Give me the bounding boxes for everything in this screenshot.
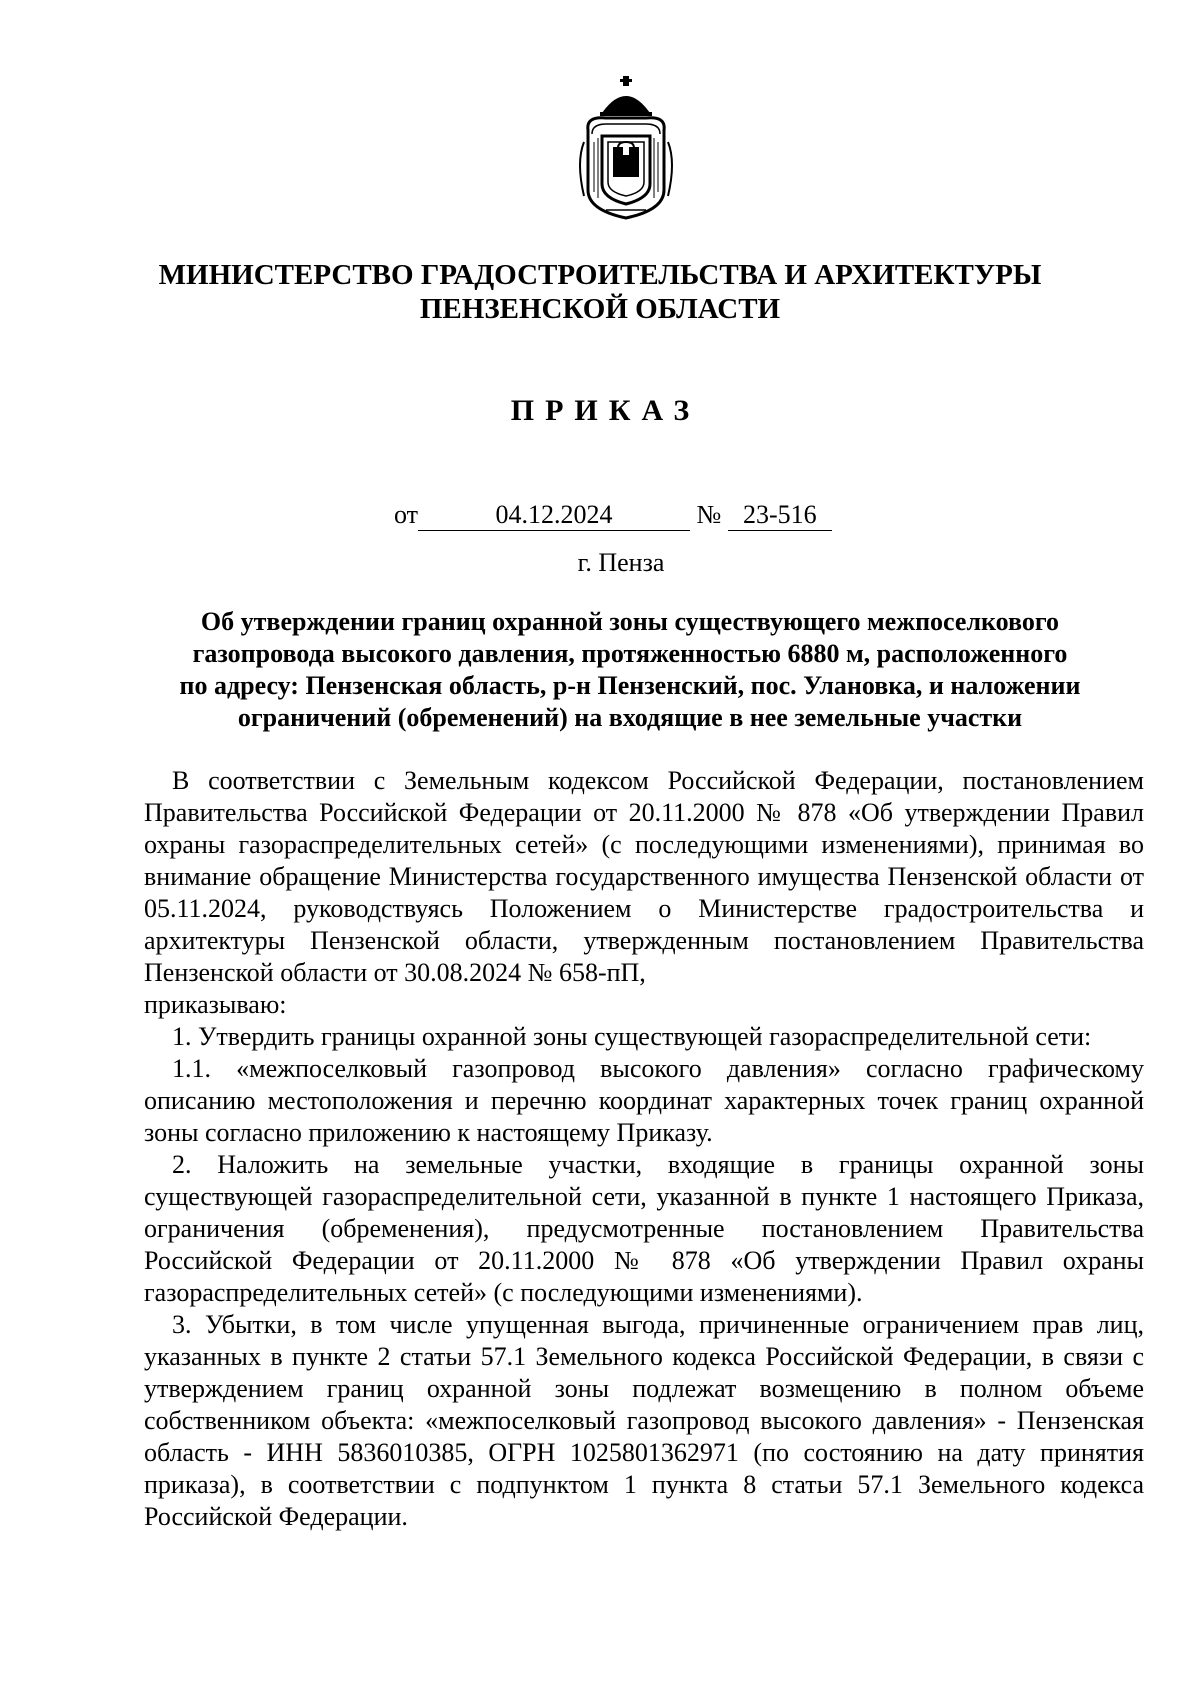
item-2: 2. Наложить на земельные участки, входящие в границы охранной зоны существующей газораспределительной сети, указанной в пункте 1 настоящего Приказа, ограничения (обременения), предусмотренные постановлением Правительства Российской Федерации от 20.11.2000 № 878 «Об утверждении Правил охраны газораспределительных сетей» (с последующими изменениями).: [144, 1150, 1144, 1307]
document-body: [144, 765, 1144, 1533]
subject-line3: по адресу: Пензенская область, р-н Пензенский, пос. Улановка, и наложении: [179, 671, 1081, 700]
document-number: 23-516: [728, 500, 832, 531]
order-word: приказываю:: [144, 990, 287, 1019]
date-prefix: от: [394, 500, 419, 529]
item-3: 3. Убытки, в том числе упущенная выгода, причиненные ограничением прав лиц, указанных в пункте 2 статьи 57.1 Земельного кодекса Российской Федерации, в связи с утверждением границ охранной зоны подлежат возмещению в полном объеме собственником объекта: «межпоселковый газопровод высокого давления» - Пензенская область - ИНН 5836010385, ОГРН 1025801362971 (по состоянию на дату принятия приказа), в соответствии с подпунктом 1 пункта 8 статьи 57.1 Земельного кодекса Российской Федерации.: [144, 1310, 1144, 1531]
preamble-paragraph: В соответствии с Земельным кодексом Российской Федерации, постановлением Правительства Российской Федерации от 20.11.2000 № 878 «Об утверждении Правил охраны газораспределительных сетей» (с последующими изменениями), принимая во внимание обращение Министерства государственного имущества Пензенской области от 05.11.2024, руководствуясь Положением о Министерстве градостроительства и архитектуры Пензенской области, утвержденным постановлением Правительства Пензенской области от 30.08.2024 № 658-пП,: [144, 766, 1144, 987]
date-number-line: [394, 500, 832, 531]
document-date: 04.12.2024: [418, 500, 690, 531]
subject-line2: газопровода высокого давления, протяженностью 6880 м, расположенного: [192, 639, 1068, 668]
item-1-1: 1.1. «межпоселковый газопровод высокого давления» согласно графическому описанию местоположения и перечню координат характерных точек границ охранной зоны согласно приложению к настоящему Приказу.: [144, 1054, 1144, 1147]
document-type: ПРИКАЗ: [510, 394, 701, 427]
ministry-name-line1: МИНИСТЕРСТВО ГРАДОСТРОИТЕЛЬСТВА И АРХИТЕКТУРЫ: [158, 259, 1042, 291]
number-prefix: №: [696, 500, 722, 529]
item-1: 1. Утвердить границы охранной зоны существующей газораспределительной сети:: [172, 1022, 1092, 1051]
city: г. Пенза: [577, 548, 665, 577]
ministry-name: [0, 258, 1200, 326]
ministry-name-line2: ПЕНЗЕНСКОЙ ОБЛАСТИ: [419, 293, 781, 325]
coat-of-arms-icon: [566, 72, 686, 222]
subject-line1: Об утверждении границ охранной зоны существующего межпоселкового: [200, 607, 1060, 636]
document-subject: [150, 606, 1110, 734]
subject-line4: ограничений (обременений) на входящие в нее земельные участки: [237, 703, 1023, 732]
